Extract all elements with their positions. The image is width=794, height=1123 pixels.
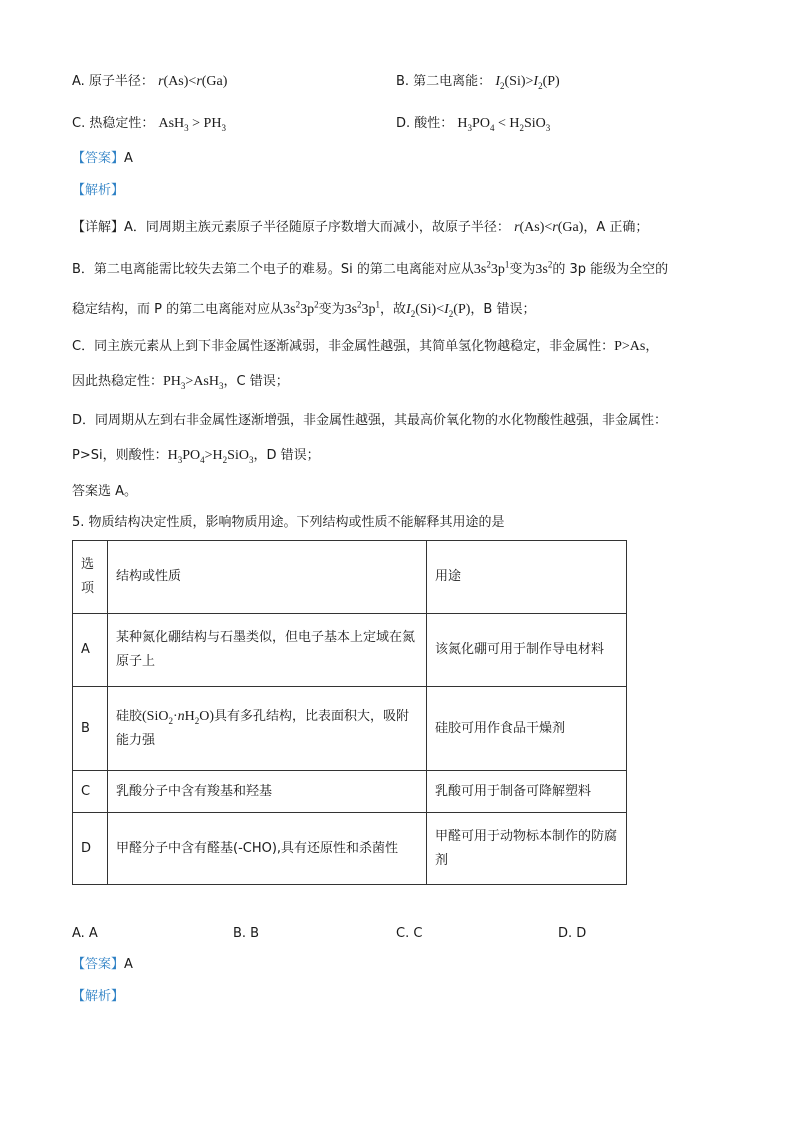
q4-answer: 【答案】A <box>72 151 133 166</box>
q5-answer: 【答案】A <box>72 957 133 972</box>
formula-radius: r(As)<r(Ga) <box>158 74 228 89</box>
formula-stability: $AsH_3 > PH_3$ <box>158 116 226 133</box>
q5-analysis-tag: 【解析】 <box>72 989 125 1004</box>
detail-line-5: 因此热稳定性：$PH_3>AsH_3$，C 错误； <box>72 374 289 391</box>
detail-line-1: 【详解】A．同周期主族元素原子半径随原子序数增大而减小，故原子半径： r(As)<r(Ga)，A 正确； <box>72 220 649 235</box>
option-c: C. 热稳定性： $AsH_3 > PH_3$ <box>72 116 226 133</box>
choice-d: D. D <box>558 926 587 941</box>
detail-line-4: C．同主族元素从上到下非金属性逐渐减弱，非金属性越强，其简单氢化物越稳定，非金属性：P>As， <box>72 339 659 354</box>
table-row: A 某种氮化硼结构与石墨类似，但电子基本上定域在氮原子上 该氮化硼可用于制作导电材料 <box>73 614 627 687</box>
q4-analysis-tag: 【解析】 <box>72 183 125 198</box>
header-option: 选项 <box>73 541 108 614</box>
detail-line-2: B．第二电离能需比较失去第二个电子的难易。Si 的第二电离能对应从$3s^23p^1$变为$3s^2$的 3p 能级为全空的 <box>72 259 669 277</box>
table-row: B 硅胶$(SiO_2\cdot nH_2O)$具有多孔结构，比表面积大，吸附能力强 硅胶可用作食品干燥剂 <box>73 687 627 771</box>
formula-acidity: $H_3PO_4 < H_2SiO_3$ <box>457 116 551 133</box>
detail-line-6: D．同周期从左到右非金属性逐渐增强，非金属性越强，其最高价氧化物的水化物酸性越强，非金属性： <box>72 413 668 428</box>
table-row: D 甲醛分子中含有醛基(-CHO),具有还原性和杀菌性 甲醛可用于动物标本制作的防腐剂 <box>73 813 627 885</box>
option-b: B. 第二电离能： $I_2(Si)>I_2(P)$ <box>396 74 560 91</box>
q5-table <box>72 540 627 885</box>
q5-question: 5. 物质结构决定性质，影响物质用途。下列结构或性质不能解释其用途的是 <box>72 515 505 530</box>
table-header-row <box>73 541 627 614</box>
formula-ionization: $I_2(Si)>I_2(P)$ <box>495 74 560 91</box>
option-d: D. 酸性： $H_3PO_4 < H_2SiO_3$ <box>396 116 551 133</box>
detail-line-8: 答案选 A。 <box>72 484 138 499</box>
table-row: C 乳酸分子中含有羧基和羟基 乳酸可用于制备可降解塑料 <box>73 771 627 813</box>
header-use: 用途 <box>427 541 627 614</box>
option-a: A. 原子半径： r(As)<r(Ga) <box>72 74 228 89</box>
detail-line-3: 稳定结构，而 P 的第二电离能对应从$3s^23p^2$变为$3s^23p^1$，故$I_2(Si)<I_2(P)$，B 错误； <box>72 299 536 319</box>
detail-line-7: P>Si，则酸性：$H_3PO_4>H_2SiO_3$，D 错误； <box>72 448 320 465</box>
formula-silica-gel: $(SiO_2\cdot nH_2O)$ <box>142 708 215 726</box>
choice-c: C. C <box>396 926 423 941</box>
header-structure: 结构或性质 <box>108 541 427 614</box>
choice-b: B. B <box>233 926 260 941</box>
choice-a: A. A <box>72 926 98 941</box>
